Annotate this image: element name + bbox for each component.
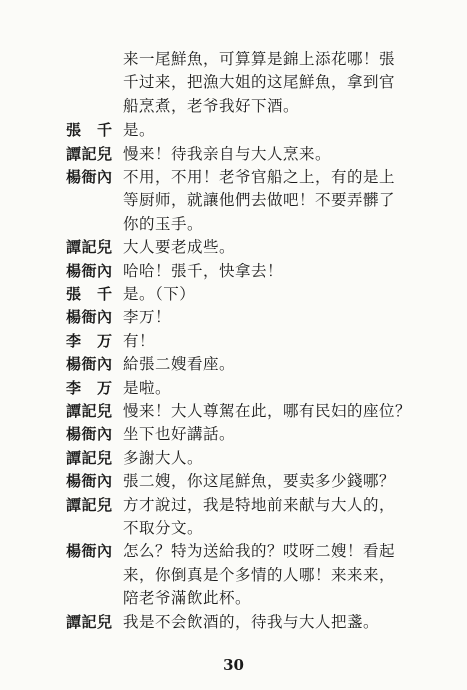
speech-line: 陪老爷滿飲此杯。	[123, 589, 252, 608]
speaker-name: 譚記兒	[66, 402, 113, 420]
speech-line: 不取分文。	[123, 519, 204, 537]
speech-line: 李万！	[123, 308, 172, 327]
speech-line: 我是不会飲酒的，待我与大人把盞。	[123, 612, 380, 631]
speech-line: 有！	[123, 331, 156, 350]
speech-line: 給張二嫂看座。	[123, 355, 236, 374]
speech-line: 等厨师，就讓他們去做吧！不要弄髒了	[123, 191, 396, 210]
speaker-name: 楊衙內	[66, 472, 113, 491]
speech-line: 多謝大人。	[123, 448, 204, 467]
speaker-name: 譚記兒	[66, 495, 113, 514]
speaker-name: 譚記兒	[66, 238, 113, 257]
speech-line: 不用，不用！老爷官船之上，有的是上	[123, 168, 396, 186]
speaker-name: 張 千	[66, 285, 113, 303]
speech-line: 是啦。	[123, 378, 172, 397]
speaker-name: 楊衙內	[66, 308, 113, 327]
speaker-name: 楊衙內	[66, 355, 113, 374]
opening-line: 来一尾鮮魚，可算算是錦上添花哪！張	[123, 50, 396, 68]
speech-line: 大人要老成些。	[123, 238, 236, 257]
speech-line: 你的玉手。	[123, 214, 204, 233]
opening-line: 千过来，把漁大姐的这尾鮮魚，拿到官	[123, 73, 396, 92]
speaker-name: 楊衙內	[66, 168, 113, 186]
speech-line: 是。	[123, 121, 156, 140]
speaker-name: 楊衙內	[66, 261, 113, 280]
speaker-name: 楊衙內	[66, 425, 113, 444]
speech-line: 是。（下）	[123, 285, 196, 303]
speech-line: 坐下也好講話。	[123, 425, 236, 444]
speaker-name: 譚記兒	[66, 144, 113, 163]
speaker-name: 譚記兒	[66, 448, 113, 467]
speech-line: 哈哈！張千，快拿去！	[123, 261, 284, 280]
speaker-name: 張 千	[66, 121, 113, 140]
page-number: 30	[223, 656, 244, 674]
speech-line: 慢来！待我亲自与大人烹来。	[123, 144, 332, 163]
speaker-name: 譚記兒	[66, 612, 113, 631]
speech-line: 方才說过，我是特地前来献与大人的，	[123, 495, 396, 514]
speaker-name: 李 万	[66, 331, 113, 350]
speech-line: 張二嫂，你这尾鮮魚，要卖多少錢哪？	[123, 472, 396, 491]
speaker-name: 李 万	[66, 378, 113, 397]
speech-line: 来，你倒真是个多情的人哪！来来来，	[123, 565, 396, 584]
opening-line: 船烹煮，老爷我好下酒。	[123, 96, 300, 115]
speech-line: 怎么？特为送給我的？哎呀二嫂！看起	[123, 542, 396, 561]
speech-line: 慢来！大人尊駕在此，哪有民妇的座位？	[123, 402, 412, 420]
speaker-name: 楊衙內	[66, 542, 113, 561]
